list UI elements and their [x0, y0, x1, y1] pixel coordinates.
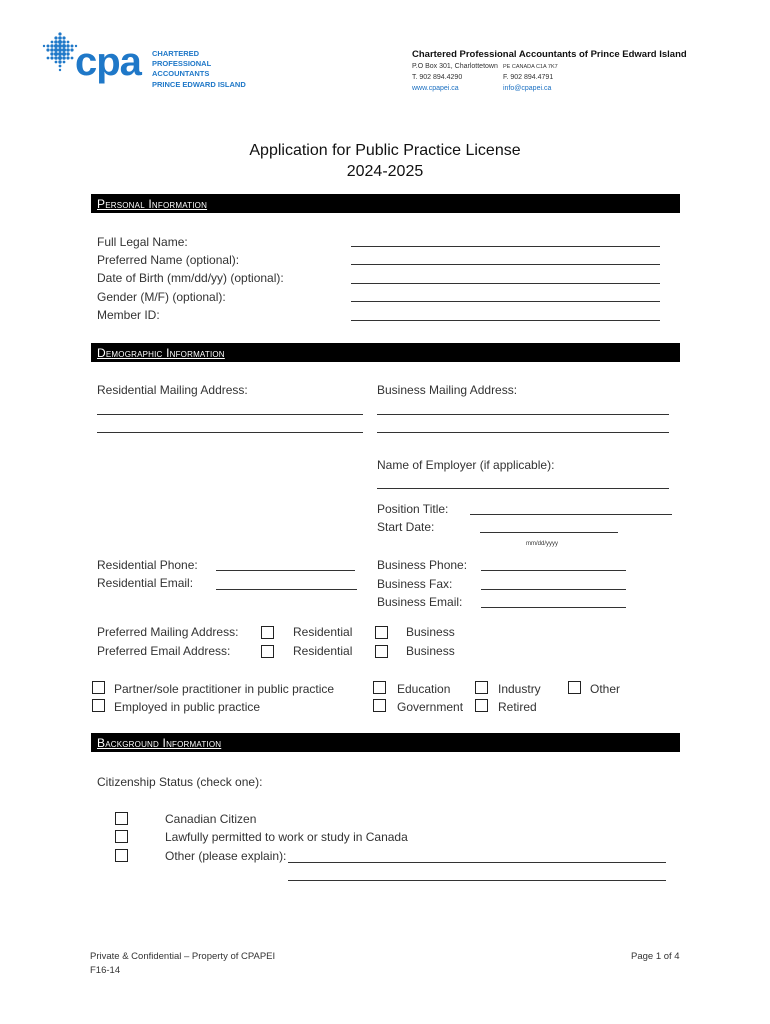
org-website[interactable]: www.cpapei.ca	[412, 85, 459, 92]
section-title-personal: Personal Information	[97, 197, 208, 211]
logo-sub-4: PRINCE EDWARD ISLAND	[152, 80, 246, 89]
org-name: Chartered Professional Accountants of Prince Edward Island	[412, 49, 687, 60]
logo-wordmark: cpa	[75, 40, 141, 84]
education-label: Education	[397, 682, 451, 696]
logo-sub-2: PROFESSIONAL	[152, 59, 212, 68]
residential-email-label: Residential Email:	[97, 576, 194, 590]
email-residential-checkbox[interactable]	[261, 645, 274, 658]
residential-address-label: Residential Mailing Address:	[97, 383, 248, 397]
member-id-input[interactable]	[351, 320, 660, 321]
org-phone: T. 902 894.4290	[412, 74, 463, 81]
other-citizenship-checkbox[interactable]	[115, 849, 128, 862]
page-subtitle: 2024-2025	[346, 163, 424, 180]
other-label: Other	[590, 682, 621, 696]
residential-address-line-1[interactable]	[97, 414, 363, 415]
field-label-member-id: Member ID:	[97, 308, 160, 322]
field-label-preferred-name: Preferred Name (optional):	[97, 253, 240, 267]
section-bar-demographic	[91, 343, 680, 362]
mailing-business-label: Business	[406, 625, 455, 639]
residential-phone-input[interactable]	[216, 570, 355, 571]
partner-label: Partner/sole practitioner in public practice	[114, 682, 335, 696]
business-address-label: Business Mailing Address:	[377, 383, 518, 397]
position-title-input[interactable]	[470, 514, 672, 515]
other-explain-input-2[interactable]	[288, 880, 666, 881]
field-label-gender: Gender (M/F) (optional):	[97, 290, 226, 304]
business-address-line-1[interactable]	[377, 414, 669, 415]
employer-input[interactable]	[377, 488, 669, 489]
section-bar-personal	[91, 194, 680, 213]
mailing-residential-label: Residential	[293, 625, 353, 639]
residential-email-input[interactable]	[216, 589, 357, 590]
section-title-demographic: Demographic Information	[97, 346, 225, 360]
business-fax-input[interactable]	[481, 589, 626, 590]
full-name-input[interactable]	[351, 246, 660, 247]
employed-label: Employed in public practice	[114, 700, 261, 714]
permitted-checkbox[interactable]	[115, 830, 128, 843]
org-email[interactable]: info@cpapei.ca	[503, 85, 552, 92]
mailing-residential-checkbox[interactable]	[261, 626, 274, 639]
footer-form-id: F16-14	[90, 965, 121, 976]
business-email-input[interactable]	[481, 607, 626, 608]
mailing-business-checkbox[interactable]	[375, 626, 388, 639]
citizen-label: Canadian Citizen	[165, 812, 257, 826]
section-title-background: Background Information	[97, 736, 222, 750]
citizen-checkbox[interactable]	[115, 812, 128, 825]
email-residential-label: Residential	[293, 644, 353, 658]
section-bar-background	[91, 733, 680, 752]
education-checkbox[interactable]	[373, 681, 386, 694]
government-checkbox[interactable]	[373, 699, 386, 712]
position-title-label: Position Title:	[377, 502, 449, 516]
business-fax-label: Business Fax:	[377, 577, 453, 591]
email-business-checkbox[interactable]	[375, 645, 388, 658]
industry-checkbox[interactable]	[475, 681, 488, 694]
retired-checkbox[interactable]	[475, 699, 488, 712]
other-citizenship-label: Other (please explain):	[165, 849, 287, 863]
footer-page-number: Page 1 of 4	[631, 951, 680, 962]
date-format-hint: mm/dd/yyyy	[526, 541, 559, 547]
employed-checkbox[interactable]	[92, 699, 105, 712]
start-date-input[interactable]	[480, 532, 618, 533]
preferred-name-input[interactable]	[351, 264, 660, 265]
partner-checkbox[interactable]	[92, 681, 105, 694]
residential-phone-label: Residential Phone:	[97, 558, 198, 572]
citizenship-label: Citizenship Status (check one):	[97, 775, 263, 789]
employer-label: Name of Employer (if applicable):	[377, 458, 555, 472]
other-explain-input-1[interactable]	[288, 862, 666, 863]
maple-leaf-icon	[40, 30, 80, 74]
start-date-label: Start Date:	[377, 520, 435, 534]
business-email-label: Business Email:	[377, 595, 463, 609]
logo-sub-1: CHARTERED	[152, 49, 200, 58]
org-fax: F. 902 894.4791	[503, 74, 554, 81]
other-checkbox[interactable]	[568, 681, 581, 694]
government-label: Government	[397, 700, 464, 714]
business-phone-label: Business Phone:	[377, 558, 468, 572]
dob-input[interactable]	[351, 283, 660, 284]
industry-label: Industry	[498, 682, 541, 696]
retired-label: Retired	[498, 700, 537, 714]
field-label-dob: Date of Birth (mm/dd/yy) (optional):	[97, 271, 284, 285]
residential-address-line-2[interactable]	[97, 432, 363, 433]
org-postal: PE CANADA C1A 7K7	[503, 64, 558, 70]
preferred-email-label: Preferred Email Address:	[97, 644, 231, 658]
gender-input[interactable]	[351, 301, 660, 302]
preferred-mailing-label: Preferred Mailing Address:	[97, 625, 239, 639]
cpa-logo	[40, 30, 270, 92]
logo-sub-3: ACCOUNTANTS	[152, 69, 210, 78]
field-label-full-name: Full Legal Name:	[97, 235, 188, 249]
business-phone-input[interactable]	[481, 570, 626, 571]
email-business-label: Business	[406, 644, 455, 658]
permitted-label: Lawfully permitted to work or study in Canada	[165, 830, 408, 844]
org-address: P.O Box 301, Charlottetown	[412, 63, 498, 70]
footer-confidential: Private & Confidential – Property of CPAPEI	[90, 951, 276, 962]
page-title: Application for Public Practice License	[249, 142, 521, 159]
business-address-line-2[interactable]	[377, 432, 669, 433]
